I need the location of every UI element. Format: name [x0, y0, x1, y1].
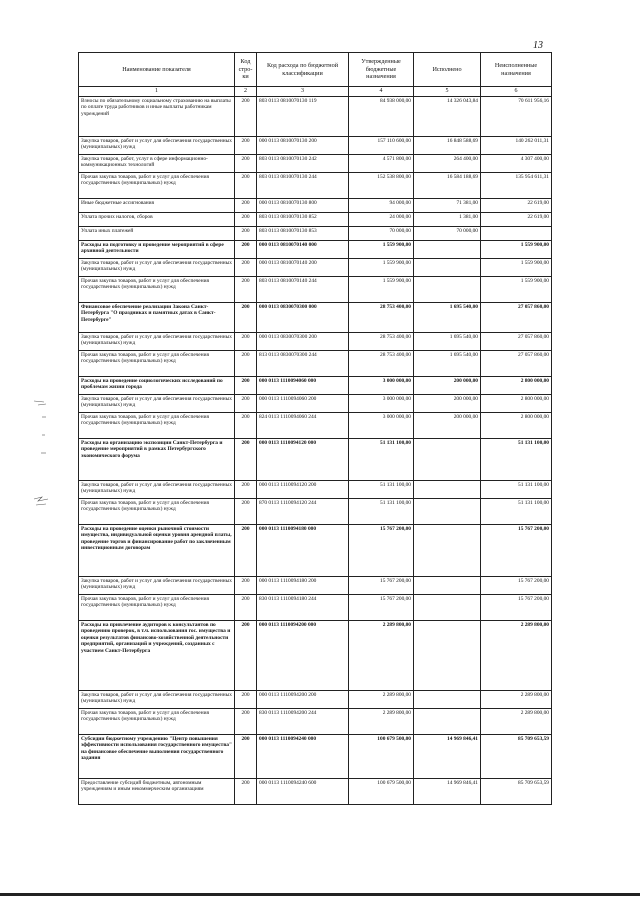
- row-expense-code: 000 0113 0830070300 200: [257, 333, 349, 351]
- table-row: [79, 525, 552, 577]
- row-approved: 100 679 500,00: [349, 779, 414, 805]
- row-name: Закупка товаров, работ и услуг для обеспечения государственных (муниципальных) нужд: [79, 577, 235, 595]
- row-line-code: 200: [235, 481, 257, 499]
- row-expense-code: 000 0113 0810070130 800: [257, 199, 349, 213]
- row-remaining: 4 307 400,00: [481, 155, 552, 173]
- row-remaining: 85 709 653,59: [481, 779, 552, 805]
- row-executed: 1 695 540,00: [414, 351, 481, 377]
- row-approved: 84 938 000,00: [349, 97, 414, 137]
- row-line-code: 200: [235, 439, 257, 481]
- row-approved: 28 753 400,00: [349, 351, 414, 377]
- row-line-code: 200: [235, 595, 257, 621]
- row-expense-code: 803 0113 0810070130 852: [257, 213, 349, 227]
- row-line-code: 200: [235, 735, 257, 779]
- header-name: Наименование показателя: [79, 53, 235, 87]
- row-executed: 200 000,00: [414, 413, 481, 439]
- row-expense-code: 813 0113 0830070300 244: [257, 351, 349, 377]
- column-number: 6: [481, 87, 552, 97]
- row-line-code: 200: [235, 173, 257, 199]
- row-line-code: 200: [235, 213, 257, 227]
- table-row: [79, 213, 552, 227]
- row-name: Закупка товаров, работ и услуг для обеспечения государственных (муниципальных) нужд: [79, 395, 235, 413]
- row-line-code: 200: [235, 621, 257, 691]
- row-expense-code: 000 0113 1110094060 000: [257, 377, 349, 395]
- row-name: Прочая закупка товаров, работ и услуг для обеспечения государственных (муниципальных) нужд: [79, 351, 235, 377]
- row-executed: [414, 481, 481, 499]
- table-row: [79, 413, 552, 439]
- row-approved: 70 000,00: [349, 227, 414, 241]
- row-expense-code: 000 0113 1110094120 200: [257, 481, 349, 499]
- table-row: [79, 333, 552, 351]
- row-line-code: 200: [235, 155, 257, 173]
- row-remaining: 51 131 100,00: [481, 499, 552, 525]
- row-remaining: 15 767 200,00: [481, 595, 552, 621]
- row-line-code: 200: [235, 499, 257, 525]
- row-remaining: 27 057 860,00: [481, 303, 552, 333]
- row-name: Закупка товаров, работ, услуг в сфере информационно-коммуникационных технологий: [79, 155, 235, 173]
- row-name: Прочая закупка товаров, работ и услуг для обеспечения государственных (муниципальных) нужд: [79, 277, 235, 303]
- row-line-code: 200: [235, 277, 257, 303]
- row-line-code: 200: [235, 779, 257, 805]
- row-line-code: 200: [235, 709, 257, 735]
- row-approved: 157 110 600,00: [349, 137, 414, 155]
- row-expense-code: 000 0113 0830070300 000: [257, 303, 349, 333]
- table-row: [79, 351, 552, 377]
- row-remaining: 2 289 800,00: [481, 709, 552, 735]
- row-expense-code: 000 0113 1110094200 000: [257, 621, 349, 691]
- row-remaining: 2 800 000,00: [481, 377, 552, 395]
- row-expense-code: 000 0113 0810070140 000: [257, 241, 349, 259]
- row-expense-code: 824 0113 1110094060 244: [257, 413, 349, 439]
- row-name: Взносы по обязательному социальному страхованию на выплаты по оплате труда работников и иные выплаты работникам учреждений: [79, 97, 235, 137]
- table-row: [79, 395, 552, 413]
- row-line-code: 200: [235, 227, 257, 241]
- table-row: [79, 97, 552, 137]
- row-executed: [414, 499, 481, 525]
- row-executed: 200 000,00: [414, 377, 481, 395]
- row-executed: [414, 259, 481, 277]
- row-name: Расходы на проведение оценки рыночной стоимости имущества, индивидуальной оценки уровня арендной платы, проведение торгов и финансирование работ по заключенным инвестиционным договорам: [79, 525, 235, 577]
- row-expense-code: 000 0113 0810070130 200: [257, 137, 349, 155]
- row-name: Предоставление субсидий бюджетным, автономным учреждениям и иным некоммерческим организациям: [79, 779, 235, 805]
- table-row: [79, 155, 552, 173]
- row-executed: 264 400,00: [414, 155, 481, 173]
- row-approved: 2 289 800,00: [349, 691, 414, 709]
- row-remaining: 2 800 000,00: [481, 413, 552, 439]
- row-remaining: 22 619,00: [481, 213, 552, 227]
- row-expense-code: 830 0113 1110094200 244: [257, 709, 349, 735]
- row-remaining: 51 131 100,00: [481, 439, 552, 481]
- row-line-code: 200: [235, 577, 257, 595]
- row-name: Прочая закупка товаров, работ и услуг для обеспечения государственных (муниципальных) нужд: [79, 595, 235, 621]
- row-line-code: 200: [235, 333, 257, 351]
- row-name: Субсидии бюджетному учреждению "Центр повышения эффективности использования государственного имущества" на финансовое обеспечение выполнения государственного задания: [79, 735, 235, 779]
- row-remaining: 70 611 956,16: [481, 97, 552, 137]
- header-line-code: Код стро-ки: [235, 53, 257, 87]
- row-approved: 15 767 200,00: [349, 577, 414, 595]
- row-line-code: 200: [235, 525, 257, 577]
- table-row: [79, 709, 552, 735]
- row-line-code: 200: [235, 199, 257, 213]
- row-expense-code: 000 0113 1110094180 200: [257, 577, 349, 595]
- row-approved: 3 000 000,00: [349, 395, 414, 413]
- row-name: Закупка товаров, работ и услуг для обеспечения государственных (муниципальных) нужд: [79, 333, 235, 351]
- table-row: [79, 199, 552, 213]
- row-executed: 71 381,00: [414, 199, 481, 213]
- row-expense-code: 000 0113 1110094120 000: [257, 439, 349, 481]
- table-row: [79, 277, 552, 303]
- row-expense-code: 000 0113 0810070140 200: [257, 259, 349, 277]
- row-executed: 1 695 540,00: [414, 303, 481, 333]
- row-line-code: 200: [235, 137, 257, 155]
- row-approved: 28 753 400,00: [349, 303, 414, 333]
- table-row: [79, 735, 552, 779]
- row-remaining: 140 262 011,31: [481, 137, 552, 155]
- table-row: [79, 377, 552, 395]
- header-expense-code: Код расхода по бюджетной классификации: [257, 53, 349, 87]
- row-approved: 100 679 500,00: [349, 735, 414, 779]
- table-row: [79, 779, 552, 805]
- table-row: [79, 173, 552, 199]
- row-remaining: 22 619,00: [481, 199, 552, 213]
- row-expense-code: 870 0113 1110094120 244: [257, 499, 349, 525]
- row-expense-code: 000 0113 1110094180 000: [257, 525, 349, 577]
- row-approved: 3 000 000,00: [349, 377, 414, 395]
- row-remaining: 2 289 800,00: [481, 691, 552, 709]
- row-expense-code: 000 0113 1110094200 200: [257, 691, 349, 709]
- row-approved: 2 289 800,00: [349, 709, 414, 735]
- header-unexecuted: Неисполненные назначения: [481, 53, 552, 87]
- row-approved: 24 000,00: [349, 213, 414, 227]
- row-name: Расходы на подготовку и проведение мероприятий в сфере архивной деятельности: [79, 241, 235, 259]
- row-approved: 1 559 900,00: [349, 241, 414, 259]
- row-line-code: 200: [235, 97, 257, 137]
- row-approved: 51 131 100,00: [349, 499, 414, 525]
- row-expense-code: 803 0113 0810070130 853: [257, 227, 349, 241]
- column-number: 1: [79, 87, 235, 97]
- row-executed: [414, 691, 481, 709]
- row-executed: 14 326 043,84: [414, 97, 481, 137]
- row-line-code: 200: [235, 413, 257, 439]
- row-expense-code: 803 0113 0810070130 242: [257, 155, 349, 173]
- row-name: Расходы на привлечение аудиторов к консультантов по проведению проверок, в т.ч. использования гос. имущества и оценки результатов финансово-хозяйственной деятельности предприятий, организаций и учреждений, созданных с участием Санкт-Петербурга: [79, 621, 235, 691]
- row-approved: 51 131 100,00: [349, 439, 414, 481]
- table-row: [79, 241, 552, 259]
- row-name: Расходы на организацию экспозиции Санкт-Петербурга и проведение мероприятий в рамках Петербургского экономического форума: [79, 439, 235, 481]
- row-executed: 16 848 588,69: [414, 137, 481, 155]
- row-name: Уплата прочих налогов, сборов: [79, 213, 235, 227]
- row-expense-code: 830 0113 1110094180 244: [257, 595, 349, 621]
- row-executed: 1 381,00: [414, 213, 481, 227]
- table-row: [79, 227, 552, 241]
- header-approved: Утвержденные бюджетные назначения: [349, 53, 414, 87]
- row-line-code: 200: [235, 241, 257, 259]
- row-line-code: 200: [235, 395, 257, 413]
- row-remaining: 85 709 653,59: [481, 735, 552, 779]
- page-number: 13: [533, 40, 543, 51]
- table-row: [79, 595, 552, 621]
- row-executed: 14 969 846,41: [414, 779, 481, 805]
- row-name: Прочая закупка товаров, работ и услуг для обеспечения государственных (муниципальных) нужд: [79, 709, 235, 735]
- row-name: Прочая закупка товаров, работ и услуг для обеспечения государственных (муниципальных) нужд: [79, 413, 235, 439]
- row-remaining: 27 057 860,00: [481, 333, 552, 351]
- row-remaining: 1 559 900,00: [481, 259, 552, 277]
- row-executed: [414, 241, 481, 259]
- header-executed: Исполнено: [414, 53, 481, 87]
- row-name: Прочая закупка товаров, работ и услуг для обеспечения государственных (муниципальных) нужд: [79, 173, 235, 199]
- row-remaining: [481, 227, 552, 241]
- row-remaining: 27 057 860,00: [481, 351, 552, 377]
- row-executed: [414, 277, 481, 303]
- table-row: [79, 439, 552, 481]
- row-remaining: 1 559 900,00: [481, 277, 552, 303]
- row-name: Прочая закупка товаров, работ и услуг для обеспечения государственных (муниципальных) нужд: [79, 499, 235, 525]
- row-approved: 15 767 200,00: [349, 595, 414, 621]
- row-line-code: 200: [235, 303, 257, 333]
- row-executed: 16 584 188,69: [414, 173, 481, 199]
- row-executed: 14 969 846,41: [414, 735, 481, 779]
- page-bottom-edge: [0, 893, 640, 896]
- table-row: [79, 303, 552, 333]
- table-row: [79, 499, 552, 525]
- row-expense-code: 000 0113 1110094060 200: [257, 395, 349, 413]
- table-row: [79, 259, 552, 277]
- row-name: Закупка товаров, работ и услуг для обеспечения государственных (муниципальных) нужд: [79, 137, 235, 155]
- row-expense-code: 803 0113 0810070140 244: [257, 277, 349, 303]
- row-remaining: 15 767 200,00: [481, 577, 552, 595]
- column-number: 2: [235, 87, 257, 97]
- row-expense-code: 000 0113 1110094240 600: [257, 779, 349, 805]
- table-row: [79, 691, 552, 709]
- row-executed: [414, 595, 481, 621]
- row-expense-code: 803 0113 0810070130 119: [257, 97, 349, 137]
- row-approved: 4 571 800,00: [349, 155, 414, 173]
- column-number: 5: [414, 87, 481, 97]
- row-name: Уплата иных платежей: [79, 227, 235, 241]
- row-line-code: 200: [235, 351, 257, 377]
- row-executed: 70 000,00: [414, 227, 481, 241]
- row-remaining: 15 767 200,00: [481, 525, 552, 577]
- row-name: Закупка товаров, работ и услуг для обеспечения государственных (муниципальных) нужд: [79, 481, 235, 499]
- table-row: [79, 621, 552, 691]
- row-executed: [414, 577, 481, 595]
- row-name: Расходы на проведение социологических исследований по проблемам жизни города: [79, 377, 235, 395]
- row-expense-code: 803 0113 0810070130 244: [257, 173, 349, 199]
- row-approved: 1 559 900,00: [349, 259, 414, 277]
- row-remaining: 135 954 611,31: [481, 173, 552, 199]
- row-name: Закупка товаров, работ и услуг для обеспечения государственных (муниципальных) нужд: [79, 259, 235, 277]
- table-row: [79, 577, 552, 595]
- margin-handwritten-marks: [28, 395, 68, 515]
- table-row: [79, 137, 552, 155]
- table-row: [79, 481, 552, 499]
- row-executed: [414, 709, 481, 735]
- row-executed: [414, 439, 481, 481]
- row-approved: 94 000,00: [349, 199, 414, 213]
- column-number: 3: [257, 87, 349, 97]
- row-remaining: 51 131 100,00: [481, 481, 552, 499]
- row-approved: 1 559 900,00: [349, 277, 414, 303]
- row-executed: [414, 621, 481, 691]
- row-name: Иные бюджетные ассигнования: [79, 199, 235, 213]
- row-remaining: 2 800 000,00: [481, 395, 552, 413]
- column-number: 4: [349, 87, 414, 97]
- row-approved: 2 289 800,00: [349, 621, 414, 691]
- row-remaining: 1 559 900,00: [481, 241, 552, 259]
- row-name: Закупка товаров, работ и услуг для обеспечения государственных (муниципальных) нужд: [79, 691, 235, 709]
- row-approved: 152 538 800,00: [349, 173, 414, 199]
- row-expense-code: 000 0113 1110094240 000: [257, 735, 349, 779]
- row-remaining: 2 289 800,00: [481, 621, 552, 691]
- row-executed: 1 695 540,00: [414, 333, 481, 351]
- row-approved: 28 753 400,00: [349, 333, 414, 351]
- row-line-code: 200: [235, 691, 257, 709]
- budget-execution-table: [78, 52, 552, 805]
- row-line-code: 200: [235, 377, 257, 395]
- row-approved: 3 000 000,00: [349, 413, 414, 439]
- row-approved: 15 767 200,00: [349, 525, 414, 577]
- row-approved: 51 131 100,00: [349, 481, 414, 499]
- row-executed: [414, 525, 481, 577]
- row-line-code: 200: [235, 259, 257, 277]
- row-executed: 200 000,00: [414, 395, 481, 413]
- row-name: Финансовое обеспечение реализации Закона Санкт-Петербурга "О праздниках и памятных датах в Санкт-Петербурге": [79, 303, 235, 333]
